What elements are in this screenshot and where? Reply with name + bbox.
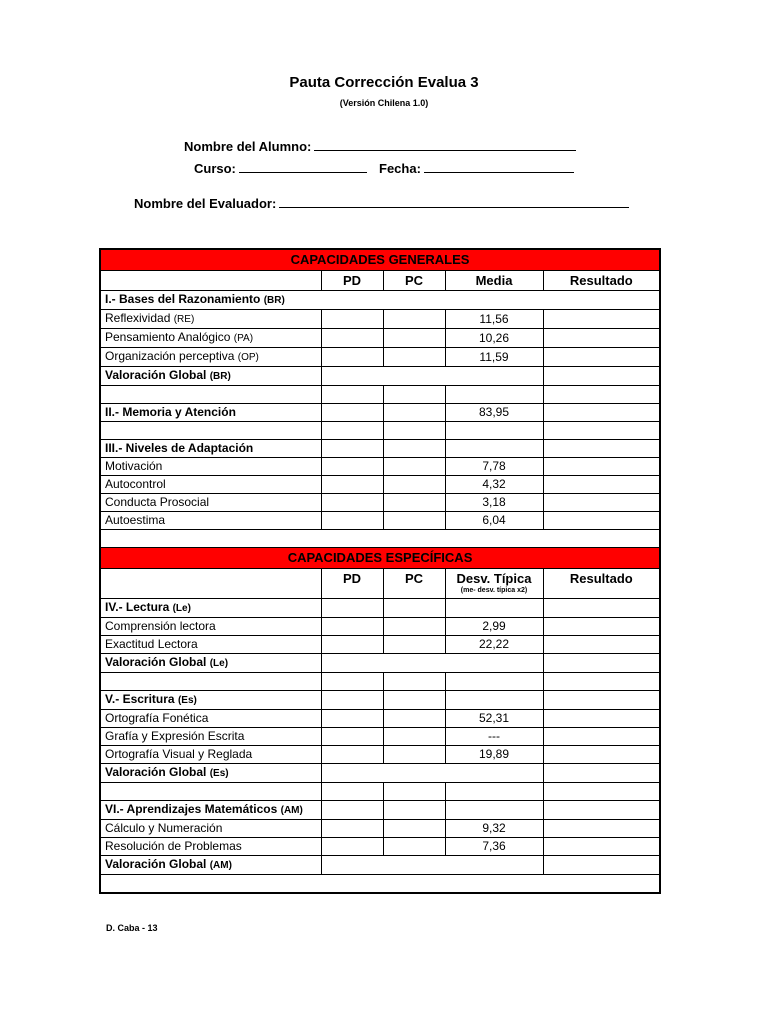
op-label: Organización perceptiva (OP) bbox=[100, 348, 321, 367]
table-row bbox=[100, 422, 660, 440]
comprension-value: 2,99 bbox=[445, 618, 543, 636]
visual-resultado-cell[interactable] bbox=[543, 746, 660, 764]
vg-es-label: Valoración Global (Es) bbox=[100, 764, 321, 783]
table-row bbox=[100, 856, 660, 875]
grafia-value: --- bbox=[445, 728, 543, 746]
table-row bbox=[100, 654, 660, 673]
vg-br-value-cell[interactable] bbox=[321, 367, 543, 386]
generales-band bbox=[100, 249, 660, 271]
col-pd: PD bbox=[321, 271, 383, 291]
autocontrol-pd-cell[interactable] bbox=[321, 476, 383, 494]
fonetica-pc-cell[interactable] bbox=[383, 710, 445, 728]
table-row bbox=[100, 783, 660, 801]
table-row bbox=[100, 691, 660, 710]
autocontrol-media: 4,32 bbox=[445, 476, 543, 494]
autoestima-label: Autoestima bbox=[100, 512, 321, 530]
generales-header-row bbox=[100, 271, 660, 291]
calculo-pc-cell[interactable] bbox=[383, 820, 445, 838]
re-media: 11,56 bbox=[445, 310, 543, 329]
autoestima-media: 6,04 bbox=[445, 512, 543, 530]
motivacion-pd-cell[interactable] bbox=[321, 458, 383, 476]
memoria-pd-cell[interactable] bbox=[321, 404, 383, 422]
header-blank bbox=[100, 569, 321, 599]
fecha-field bbox=[379, 160, 574, 176]
re-pd-cell[interactable] bbox=[321, 310, 383, 329]
autocontrol-label: Autocontrol bbox=[100, 476, 321, 494]
motivacion-label: Motivación bbox=[100, 458, 321, 476]
table-row bbox=[100, 636, 660, 654]
curso-field bbox=[194, 160, 367, 176]
comprension-resultado-cell[interactable] bbox=[543, 618, 660, 636]
memoria-label: II.- Memoria y Atención bbox=[100, 404, 321, 422]
prosocial-label: Conducta Prosocial bbox=[100, 494, 321, 512]
visual-pc-cell[interactable] bbox=[383, 746, 445, 764]
memoria-pc-cell[interactable] bbox=[383, 404, 445, 422]
table-row bbox=[100, 310, 660, 329]
visual-value: 19,89 bbox=[445, 746, 543, 764]
vg-br-resultado-cell[interactable] bbox=[543, 367, 660, 386]
exactitud-pc-cell[interactable] bbox=[383, 636, 445, 654]
col-desv-note: (me- desv. típica x2) bbox=[460, 587, 528, 594]
visual-label: Ortografía Visual y Reglada bbox=[100, 746, 321, 764]
table-row bbox=[100, 458, 660, 476]
evaluador-label: Nombre del Evaluador: bbox=[134, 196, 277, 211]
calculo-value: 9,32 bbox=[445, 820, 543, 838]
vg-am-value-cell[interactable] bbox=[321, 856, 543, 875]
grafia-label: Grafía y Expresión Escrita bbox=[100, 728, 321, 746]
problemas-value: 7,36 bbox=[445, 838, 543, 856]
header-blank bbox=[100, 271, 321, 291]
evaluador-blank[interactable] bbox=[279, 195, 629, 208]
pa-pd-cell[interactable] bbox=[321, 329, 383, 348]
re-label: Reflexividad (RE) bbox=[100, 310, 321, 329]
calculo-label: Cálculo y Numeración bbox=[100, 820, 321, 838]
grafia-resultado-cell[interactable] bbox=[543, 728, 660, 746]
table-row bbox=[100, 367, 660, 386]
table-row bbox=[100, 530, 660, 548]
table-row bbox=[100, 599, 660, 618]
table-row bbox=[100, 710, 660, 728]
re-pc-cell[interactable] bbox=[383, 310, 445, 329]
evaluador-field bbox=[134, 195, 629, 211]
vg-am-resultado-cell[interactable] bbox=[543, 856, 660, 875]
vg-le-value-cell[interactable] bbox=[321, 654, 543, 673]
problemas-resultado-cell[interactable] bbox=[543, 838, 660, 856]
exactitud-pd-cell[interactable] bbox=[321, 636, 383, 654]
especificas-band bbox=[100, 548, 660, 569]
alumno-field bbox=[184, 138, 576, 154]
page-title: Pauta Corrección Evalua 3 bbox=[289, 74, 479, 91]
table-row bbox=[100, 348, 660, 367]
exactitud-resultado-cell[interactable] bbox=[543, 636, 660, 654]
problemas-pd-cell[interactable] bbox=[321, 838, 383, 856]
autoestima-resultado-cell[interactable] bbox=[543, 512, 660, 530]
vg-es-resultado-cell[interactable] bbox=[543, 764, 660, 783]
exactitud-value: 22,22 bbox=[445, 636, 543, 654]
table-row bbox=[100, 673, 660, 691]
fecha-blank[interactable] bbox=[424, 160, 574, 173]
pa-media: 10,26 bbox=[445, 329, 543, 348]
grafia-pd-cell[interactable] bbox=[321, 728, 383, 746]
op-pd-cell[interactable] bbox=[321, 348, 383, 367]
grafia-pc-cell[interactable] bbox=[383, 728, 445, 746]
col-resultado: Resultado bbox=[543, 271, 660, 291]
table-row bbox=[100, 512, 660, 530]
especificas-header-row bbox=[100, 569, 660, 599]
adaptacion-label: III.- Niveles de Adaptación bbox=[100, 440, 321, 458]
table-row bbox=[100, 820, 660, 838]
op-resultado-cell[interactable] bbox=[543, 348, 660, 367]
motivacion-media: 7,78 bbox=[445, 458, 543, 476]
comprension-pc-cell[interactable] bbox=[383, 618, 445, 636]
am-section-title: VI.- Aprendizajes Matemáticos (AM) bbox=[100, 801, 321, 820]
vg-le-resultado-cell[interactable] bbox=[543, 654, 660, 673]
op-media: 11,59 bbox=[445, 348, 543, 367]
col-resultado: Resultado bbox=[543, 569, 660, 599]
problemas-label: Resolución de Problemas bbox=[100, 838, 321, 856]
especificas-title: CAPACIDADES ESPECÍFICAS bbox=[100, 548, 660, 569]
curso-label: Curso: bbox=[194, 161, 236, 176]
br-section-title: I.- Bases del Razonamiento (BR) bbox=[100, 291, 660, 310]
le-section-title: IV.- Lectura (Le) bbox=[100, 599, 321, 618]
calculo-pd-cell[interactable] bbox=[321, 820, 383, 838]
col-pd: PD bbox=[321, 569, 383, 599]
pa-resultado-cell[interactable] bbox=[543, 329, 660, 348]
fonetica-pd-cell[interactable] bbox=[321, 710, 383, 728]
re-resultado-cell[interactable] bbox=[543, 310, 660, 329]
prosocial-resultado-cell[interactable] bbox=[543, 494, 660, 512]
vg-am-label: Valoración Global (AM) bbox=[100, 856, 321, 875]
table-row bbox=[100, 764, 660, 783]
table-row bbox=[100, 875, 660, 894]
problemas-pc-cell[interactable] bbox=[383, 838, 445, 856]
table-row bbox=[100, 494, 660, 512]
prosocial-pc-cell[interactable] bbox=[383, 494, 445, 512]
memoria-media: 83,95 bbox=[445, 404, 543, 422]
table-row bbox=[100, 404, 660, 422]
es-section-title: V.- Escritura (Es) bbox=[100, 691, 321, 710]
col-pc: PC bbox=[383, 271, 445, 291]
pa-pc-cell[interactable] bbox=[383, 329, 445, 348]
calculo-resultado-cell[interactable] bbox=[543, 820, 660, 838]
alumno-blank[interactable] bbox=[314, 138, 576, 151]
autoestima-pd-cell[interactable] bbox=[321, 512, 383, 530]
motivacion-pc-cell[interactable] bbox=[383, 458, 445, 476]
visual-pd-cell[interactable] bbox=[321, 746, 383, 764]
fecha-label: Fecha: bbox=[379, 161, 421, 176]
curso-blank[interactable] bbox=[239, 160, 367, 173]
fonetica-resultado-cell[interactable] bbox=[543, 710, 660, 728]
table-row bbox=[100, 440, 660, 458]
pa-label: Pensamiento Analógico (PA) bbox=[100, 329, 321, 348]
fonetica-label: Ortografía Fonética bbox=[100, 710, 321, 728]
comprension-label: Comprensión lectora bbox=[100, 618, 321, 636]
autoestima-pc-cell[interactable] bbox=[383, 512, 445, 530]
generales-title: CAPACIDADES GENERALES bbox=[100, 249, 660, 271]
memoria-resultado-cell[interactable] bbox=[543, 404, 660, 422]
autocontrol-resultado-cell[interactable] bbox=[543, 476, 660, 494]
fonetica-value: 52,31 bbox=[445, 710, 543, 728]
table-row bbox=[100, 746, 660, 764]
motivacion-resultado-cell[interactable] bbox=[543, 458, 660, 476]
table-row bbox=[100, 291, 660, 310]
table-row bbox=[100, 801, 660, 820]
table-row bbox=[100, 386, 660, 404]
table-row bbox=[100, 329, 660, 348]
alumno-label: Nombre del Alumno: bbox=[184, 139, 312, 154]
vg-br-label: Valoración Global (BR) bbox=[100, 367, 321, 386]
table-row bbox=[100, 618, 660, 636]
page-subtitle: (Versión Chilena 1.0) bbox=[339, 98, 429, 108]
exactitud-label: Exactitud Lectora bbox=[100, 636, 321, 654]
autocontrol-pc-cell[interactable] bbox=[383, 476, 445, 494]
prosocial-pd-cell[interactable] bbox=[321, 494, 383, 512]
op-pc-cell[interactable] bbox=[383, 348, 445, 367]
prosocial-media: 3,18 bbox=[445, 494, 543, 512]
col-media: Media bbox=[445, 271, 543, 291]
table-row bbox=[100, 728, 660, 746]
comprension-pd-cell[interactable] bbox=[321, 618, 383, 636]
table-row bbox=[100, 476, 660, 494]
col-pc: PC bbox=[383, 569, 445, 599]
col-desv: Desv. Típica (me- desv. típica x2) bbox=[445, 569, 543, 599]
footer-text: D. Caba - 13 bbox=[106, 923, 158, 933]
vg-es-value-cell[interactable] bbox=[321, 764, 543, 783]
vg-le-label: Valoración Global (Le) bbox=[100, 654, 321, 673]
results-table bbox=[99, 248, 661, 894]
table-row bbox=[100, 838, 660, 856]
